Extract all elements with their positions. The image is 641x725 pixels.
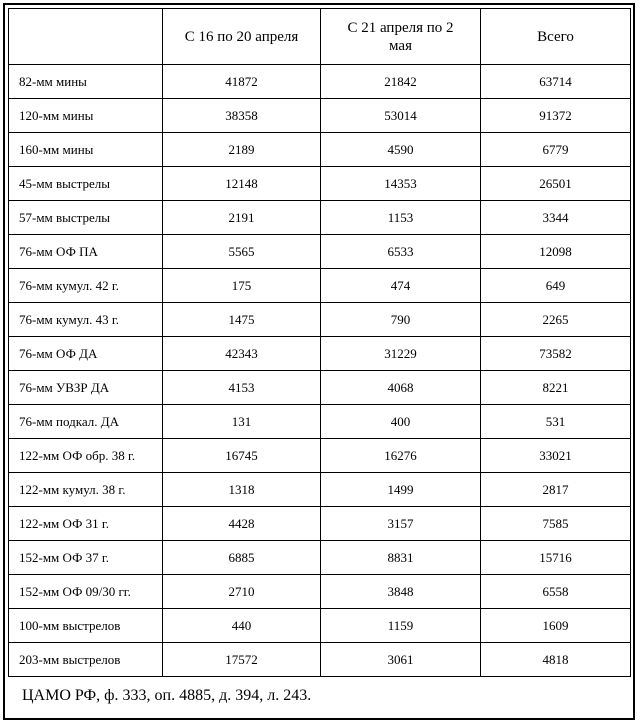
value-cell: 6533 [321, 235, 481, 269]
table-row [9, 609, 631, 643]
row-label-cell: 82-мм мины [9, 65, 163, 99]
value-cell: 1499 [321, 473, 481, 507]
header-cell-total: Всего [481, 9, 631, 65]
table-row [9, 235, 631, 269]
row-label-cell: 160-мм мины [9, 133, 163, 167]
value-cell: 1153 [321, 201, 481, 235]
table-row [9, 303, 631, 337]
value-cell: 17572 [163, 643, 321, 677]
table-row [9, 167, 631, 201]
header-cell-period-2 [321, 9, 481, 65]
row-label-cell: 45-мм выстрелы [9, 167, 163, 201]
value-cell: 531 [481, 405, 631, 439]
table-row [9, 371, 631, 405]
row-label-cell: 76-мм ОФ ДА [9, 337, 163, 371]
header-cell-period-1: С 16 по 20 апреля [163, 9, 321, 65]
value-cell: 3848 [321, 575, 481, 609]
table-row [9, 541, 631, 575]
value-cell: 63714 [481, 65, 631, 99]
table-row [9, 473, 631, 507]
value-cell: 649 [481, 269, 631, 303]
table-row [9, 575, 631, 609]
source-note: ЦАМО РФ, ф. 333, оп. 4885, д. 394, л. 243. [22, 687, 312, 704]
row-label-cell: 100-мм выстрелов [9, 609, 163, 643]
value-cell: 4590 [321, 133, 481, 167]
row-label-cell: 76-мм кумул. 43 г. [9, 303, 163, 337]
value-cell: 8831 [321, 541, 481, 575]
table-body [9, 65, 631, 677]
value-cell: 2191 [163, 201, 321, 235]
value-cell: 38358 [163, 99, 321, 133]
value-cell: 400 [321, 405, 481, 439]
value-cell: 1609 [481, 609, 631, 643]
value-cell: 4153 [163, 371, 321, 405]
value-cell: 6885 [163, 541, 321, 575]
table-row [9, 507, 631, 541]
row-label-cell: 122-мм кумул. 38 г. [9, 473, 163, 507]
table-row [9, 65, 631, 99]
value-cell: 131 [163, 405, 321, 439]
table-row [9, 133, 631, 167]
table-header [9, 9, 631, 65]
value-cell: 1159 [321, 609, 481, 643]
table-row [9, 439, 631, 473]
row-label-cell: 76-мм ОФ ПА [9, 235, 163, 269]
value-cell: 5565 [163, 235, 321, 269]
value-cell: 14353 [321, 167, 481, 201]
table-row [9, 99, 631, 133]
value-cell: 42343 [163, 337, 321, 371]
value-cell: 91372 [481, 99, 631, 133]
value-cell: 3061 [321, 643, 481, 677]
row-label-cell: 152-мм ОФ 37 г. [9, 541, 163, 575]
value-cell: 4068 [321, 371, 481, 405]
row-label-cell: 122-мм ОФ обр. 38 г. [9, 439, 163, 473]
value-cell: 2265 [481, 303, 631, 337]
value-cell: 53014 [321, 99, 481, 133]
table-row [9, 269, 631, 303]
row-label-cell: 76-мм кумул. 42 г. [9, 269, 163, 303]
value-cell: 440 [163, 609, 321, 643]
value-cell: 2817 [481, 473, 631, 507]
row-label-cell: 152-мм ОФ 09/30 гг. [9, 575, 163, 609]
table-row [9, 337, 631, 371]
ammunition-table [8, 8, 631, 677]
value-cell: 2189 [163, 133, 321, 167]
row-label-cell: 76-мм подкал. ДА [9, 405, 163, 439]
value-cell: 15716 [481, 541, 631, 575]
value-cell: 1475 [163, 303, 321, 337]
value-cell: 12098 [481, 235, 631, 269]
value-cell: 16745 [163, 439, 321, 473]
value-cell: 2710 [163, 575, 321, 609]
value-cell: 26501 [481, 167, 631, 201]
value-cell: 31229 [321, 337, 481, 371]
value-cell: 33021 [481, 439, 631, 473]
value-cell: 6779 [481, 133, 631, 167]
value-cell: 175 [163, 269, 321, 303]
row-label-cell: 57-мм выстрелы [9, 201, 163, 235]
value-cell: 73582 [481, 337, 631, 371]
header-cell-period-2-text: С 21 апреля по 2 мая [347, 19, 454, 54]
value-cell: 474 [321, 269, 481, 303]
value-cell: 21842 [321, 65, 481, 99]
table-row [9, 405, 631, 439]
value-cell: 790 [321, 303, 481, 337]
value-cell: 16276 [321, 439, 481, 473]
row-label-cell: 76-мм УВЗР ДА [9, 371, 163, 405]
header-cell-empty [9, 9, 163, 65]
value-cell: 7585 [481, 507, 631, 541]
value-cell: 8221 [481, 371, 631, 405]
value-cell: 3157 [321, 507, 481, 541]
table-row [9, 201, 631, 235]
value-cell: 41872 [163, 65, 321, 99]
row-label-cell: 203-мм выстрелов [9, 643, 163, 677]
header-row [9, 9, 631, 65]
value-cell: 4818 [481, 643, 631, 677]
value-cell: 3344 [481, 201, 631, 235]
value-cell: 12148 [163, 167, 321, 201]
value-cell: 1318 [163, 473, 321, 507]
table-row [9, 643, 631, 677]
row-label-cell: 122-мм ОФ 31 г. [9, 507, 163, 541]
value-cell: 4428 [163, 507, 321, 541]
value-cell: 6558 [481, 575, 631, 609]
row-label-cell: 120-мм мины [9, 99, 163, 133]
